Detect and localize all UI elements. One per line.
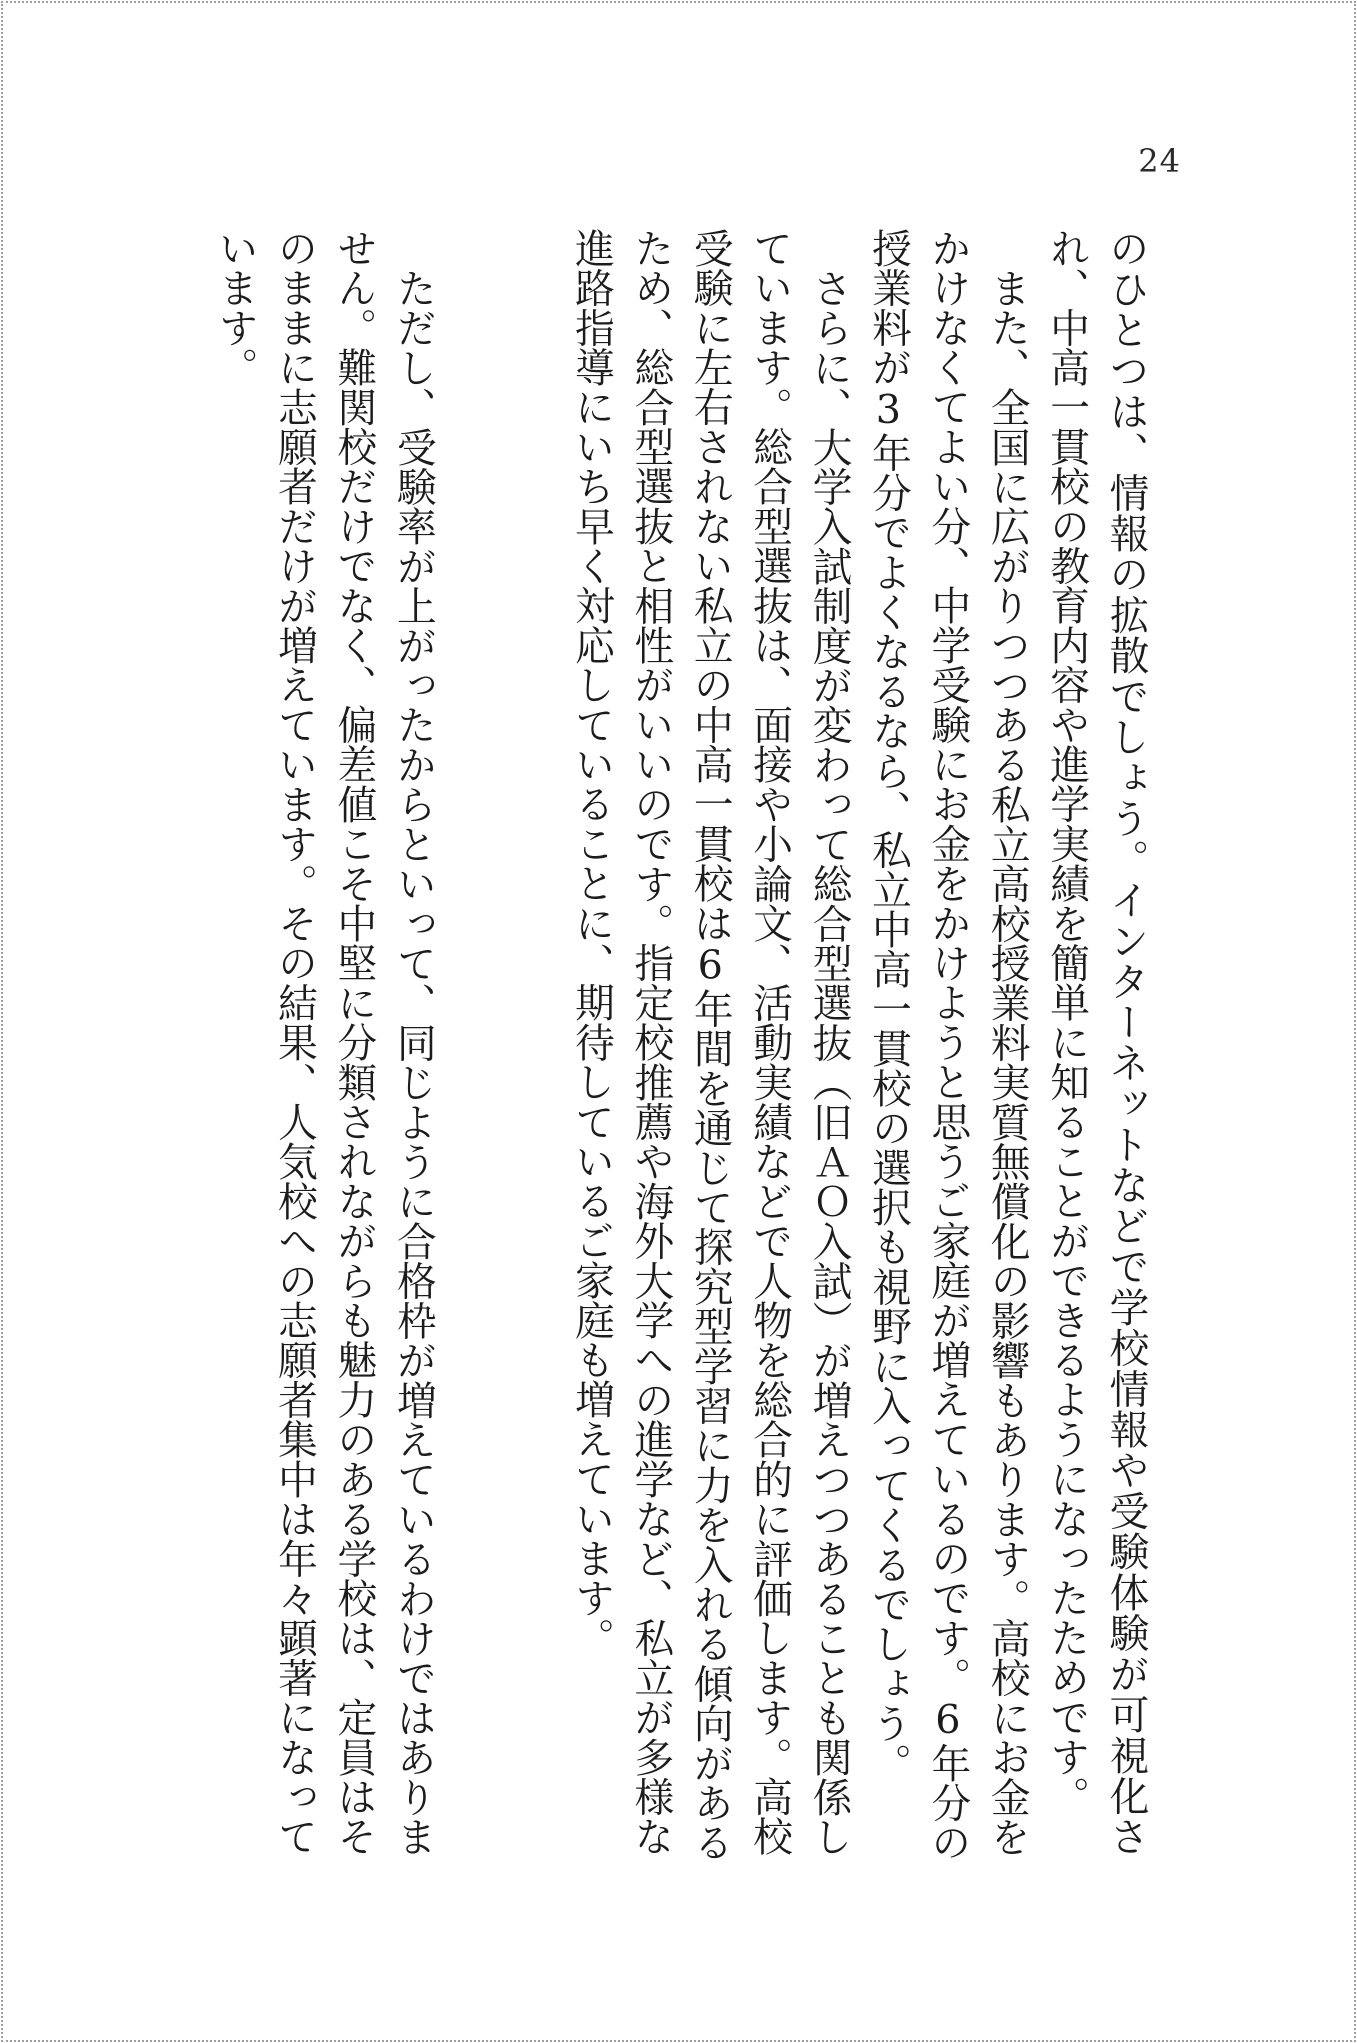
text-line: ています。総合型選抜は、面接や小論文、活動実績などで人物を総合的に評価します。高校	[746, 228, 793, 1856]
text-line: のままに志願者だけが増えています。その結果、人気校への志願者集中は年々顕著になって	[271, 228, 318, 1856]
text-line: また、全国に広がりつつある私立高校授業料実質無償化の影響もあります。高校にお金を	[984, 267, 1031, 1856]
text-line: 進路指導にいち早く対応していることに、期待しているご家庭も増えています。	[568, 228, 615, 1658]
text-line: 授業料が3年分でよくなるなら、私立中高一貫校の選択も視野に入ってくるでしょう。	[865, 228, 912, 1783]
text-line: ただし、受験率が上がったからといって、同じように合格枠が増えているわけではありま	[390, 267, 437, 1856]
text-line: のひとつは、情報の拡散でしょう。インターネットなどで学校情報や受験体験が可視化さ	[1103, 228, 1149, 1856]
text-line: います。	[212, 228, 259, 387]
text-line: せん。難関校だけでなく、偏差値こそ中堅に分類されながらも魅力のある学校は、定員はそ	[330, 228, 377, 1856]
body-text	[204, 228, 1155, 1862]
text-line: れ、中高一貫校の教育内容や進学実績を簡単に知ることができるようになったためです。	[1043, 228, 1090, 1816]
page-number: 24	[1138, 142, 1181, 180]
paragraph	[1036, 228, 1155, 1856]
paragraph	[858, 228, 1036, 1862]
text-line: 受験に左右されない私立の中高一貫校は6年間を通じて探究型学習に力を入れる傾向がある	[687, 228, 734, 1862]
paragraph	[561, 228, 858, 1862]
text-line: かけなくてよい分、中学受験にお金をかけようと思うご家庭が増えているのです。6年分の	[924, 228, 971, 1862]
paragraph	[205, 228, 443, 1856]
text-line: さらに、大学入試制度が変わって総合型選抜（旧ＡＯ入試）が増えつつあることも関係し	[806, 267, 853, 1856]
text-line: ため、総合型選抜と相性がいいのです。指定校推薦や海外大学への進学など、私立が多様な	[627, 228, 674, 1856]
